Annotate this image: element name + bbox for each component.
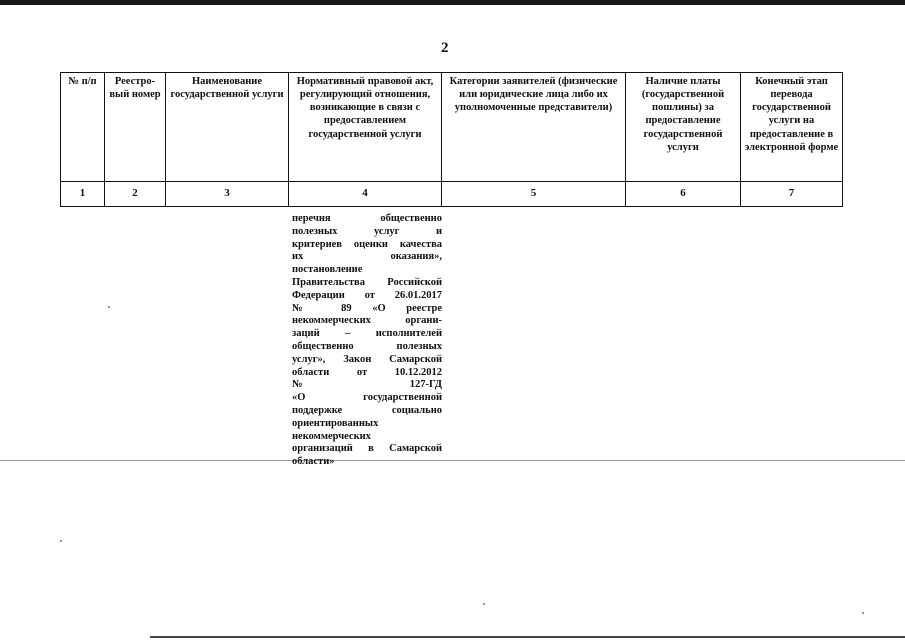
header-cell-registry-number: Реестро-вый номер — [105, 73, 166, 182]
text-line: поддержке социально — [292, 404, 442, 416]
scan-speck — [483, 603, 485, 605]
text-line: их оказания», — [292, 251, 442, 263]
column-number-cell: 1 — [61, 182, 105, 207]
header-cell-legal-act: Нормативный правовой акт, регулирующий отношения, возникающие в связи с предоставлением государственной услуги — [289, 73, 442, 182]
column-number-cell: 6 — [626, 182, 741, 207]
header-cell-applicant-categories: Категории заявителей (физические или юридические лица либо их уполномоченные представители) — [442, 73, 626, 182]
column-number-cell: 3 — [166, 182, 289, 207]
text-line: организаций в Самарской — [292, 443, 442, 455]
column-number-cell: 2 — [105, 182, 166, 207]
header-cell-fee: Наличие платы (государственной пошлины) за предоставление государственной услуги — [626, 73, 741, 182]
table-header-row — [61, 73, 843, 182]
text-line: постановление — [292, 264, 363, 276]
text-line: ориентированных — [292, 417, 379, 429]
scan-speck — [862, 612, 864, 614]
text-line: полезных услуг и — [292, 225, 442, 237]
page-number: 2 — [441, 40, 449, 56]
text-line: Федерации от 26.01.2017 — [292, 289, 442, 301]
text-line: № 127-ГД — [292, 379, 442, 391]
text-line: № 89 «О реестре — [292, 302, 442, 314]
text-line: «О государственной — [292, 392, 442, 404]
header-cell-service-name: Наименование государственной услуги — [166, 73, 289, 182]
text-line: области от 10.12.2012 — [292, 366, 442, 378]
column-number-cell: 4 — [289, 182, 442, 207]
text-line: общественно полезных — [292, 340, 442, 352]
scan-bottom-border — [150, 636, 905, 638]
text-line: услуг», Закон Самарской — [292, 353, 442, 365]
column-number-cell: 7 — [741, 182, 843, 207]
legal-act-continuation-text — [292, 213, 442, 469]
text-line: критериев оценки качества — [292, 238, 442, 250]
services-registry-table — [60, 72, 843, 207]
column-number-cell: 5 — [442, 182, 626, 207]
scan-top-border — [0, 0, 905, 5]
text-line: некоммерческих — [292, 430, 371, 442]
scan-speck — [60, 540, 62, 542]
text-line: некоммерческих органи- — [292, 315, 442, 327]
header-cell-number: № п/п — [61, 73, 105, 182]
scan-artifact-line — [0, 460, 905, 461]
column-number-row — [61, 182, 843, 207]
text-line: области» — [292, 456, 335, 468]
header-cell-final-stage: Конечный этап перевода государственной услуги на предоставление в электронной форме — [741, 73, 843, 182]
text-line: перечня общественно — [292, 213, 442, 224]
text-line: заций – исполнителей — [292, 328, 442, 340]
text-line: Правительства Российской — [292, 276, 442, 288]
scan-speck — [108, 306, 110, 308]
